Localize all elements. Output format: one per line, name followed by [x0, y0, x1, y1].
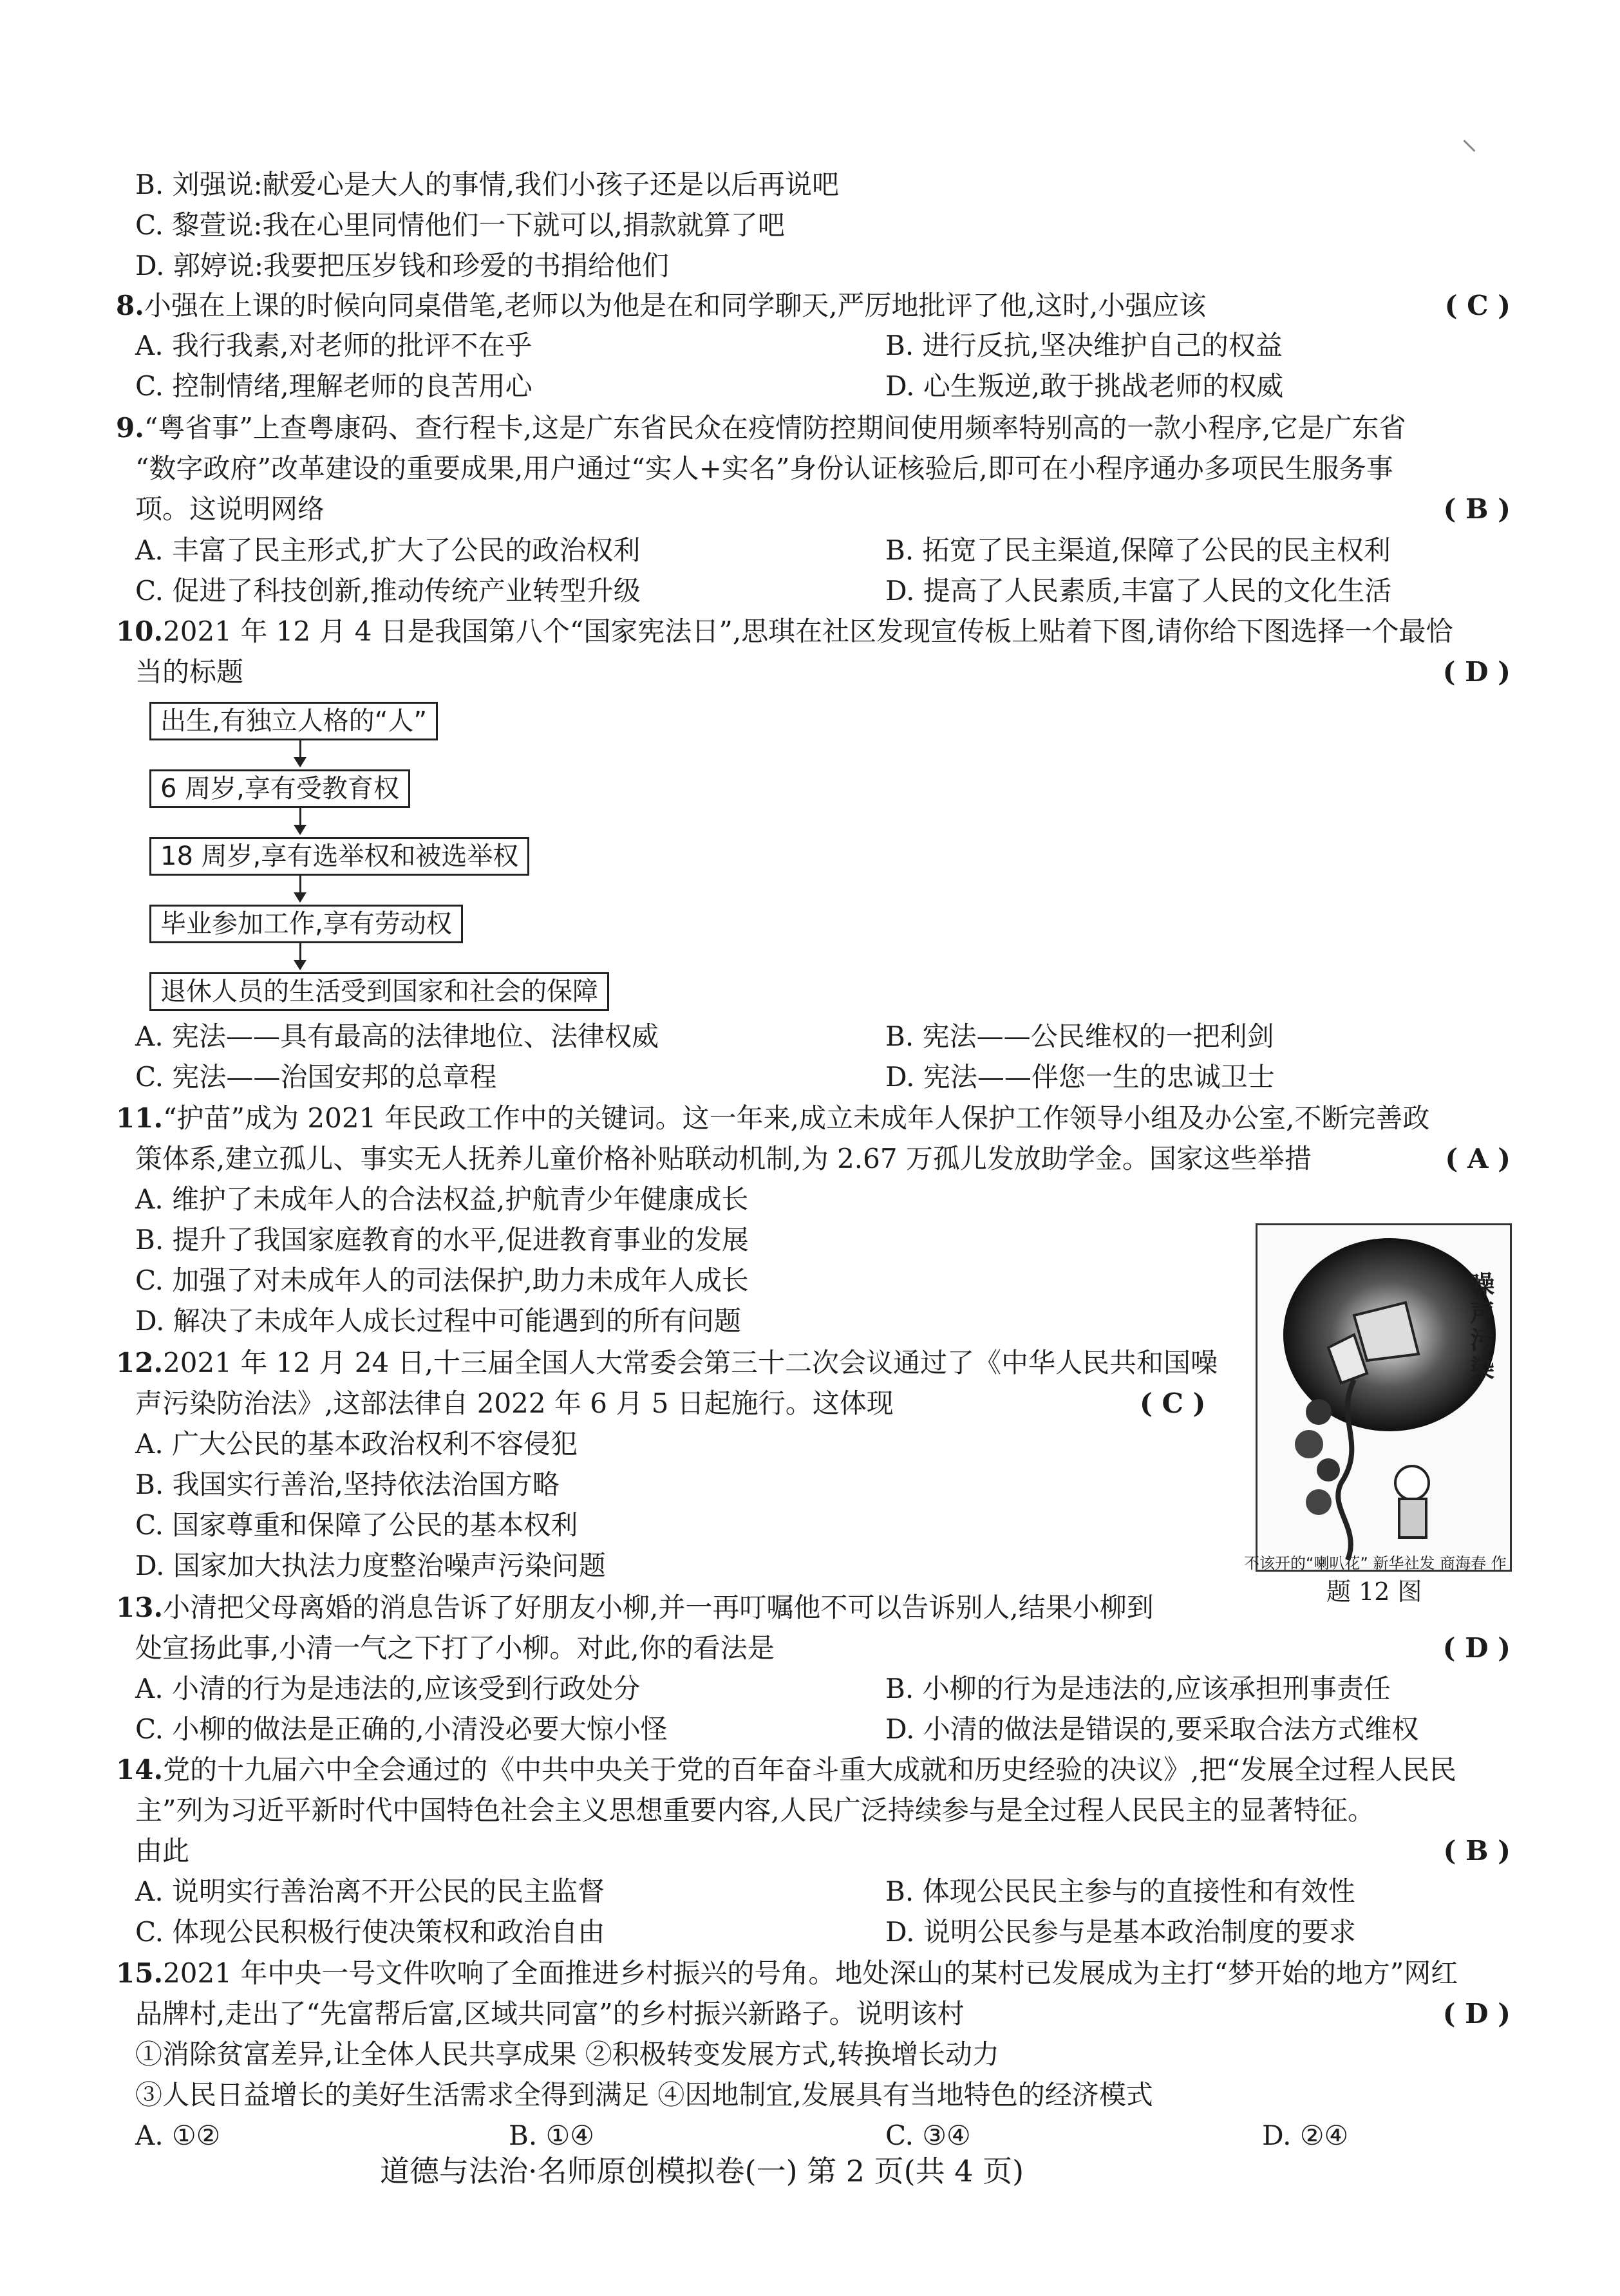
question-number: 9. [116, 412, 144, 444]
question-number: 14. [116, 1754, 164, 1785]
stem-line: 2021 年中央一号文件吹响了全面推进乡村振兴的号角。地处深山的某村已发展成为主打“梦开始的地方”网红 [163, 1957, 1458, 1989]
question-number: 8. [116, 290, 144, 321]
question-13-stem-line1 [116, 1592, 1154, 1624]
person-head [1395, 1466, 1429, 1500]
q8-option-d: D. 心生叛逆,敢于挑战老师的权威 [885, 370, 1284, 402]
stem-line: 小清把父母离婚的消息告诉了好朋友小柳,并一再叮嘱他不可以告诉别人,结果小柳到 [163, 1592, 1154, 1623]
question-14-answer: ( B ) [1443, 1835, 1511, 1867]
q15-item-line1: ①消除贫富差异,让全体人民共享成果 ②积极转变发展方式,转换增长动力 [135, 2038, 1000, 2070]
q10-option-d: D. 宪法——伴您一生的忠诚卫士 [885, 1061, 1275, 1093]
q13-option-b: B. 小柳的行为是违法的,应该承担刑事责任 [885, 1673, 1391, 1704]
question-14-stem-line1 [116, 1754, 1456, 1786]
q12-option-b: B. 我国实行善治,坚持依法治国方略 [135, 1469, 560, 1500]
question-11-answer: ( A ) [1445, 1143, 1511, 1174]
stem-line: 小强在上课的时候向同桌借笔,老师以为他是在和同学聊天,严厉地批评了他,这时,小强应该 [144, 290, 1207, 321]
question-9-stem-line3: 项。这说明网络 [135, 493, 325, 525]
q11-option-d: D. 解决了未成年人成长过程中可能遇到的所有问题 [135, 1305, 741, 1337]
cartoon-caption: 题 12 图 [1326, 1577, 1422, 1606]
q13-option-c: C. 小柳的做法是正确的,小清没必要大惊小怪 [135, 1713, 668, 1745]
question-12-stem-line2: 声污染防治法》,这部法律自 2022 年 6 月 5 日起施行。这体现 [135, 1388, 894, 1419]
flow-step-2: 6 周岁,享有受教育权 [149, 769, 410, 808]
q10-option-b: B. 宪法——公民维权的一把利剑 [885, 1021, 1274, 1052]
q11-option-b: B. 提升了我国家庭教育的水平,促进教育事业的发展 [135, 1224, 749, 1256]
corner-mark [1463, 140, 1475, 152]
question-13-stem-line2: 处宣扬此事,小清一气之下打了小柳。对此,你的看法是 [135, 1632, 775, 1664]
q12-option-a: A. 广大公民的基本政治权利不容侵犯 [135, 1428, 578, 1460]
q8-option-b: B. 进行反抗,坚决维护自己的权益 [885, 330, 1283, 361]
page-footer: 道德与法治·名师原创模拟卷(一) 第 2 页(共 4 页) [380, 2154, 1024, 2188]
question-15-stem-line1 [116, 1957, 1458, 1990]
q7-option-d: D. 郭婷说:我要把压岁钱和珍爱的书捐给他们 [135, 250, 670, 281]
q15-option-b: B. ①④ [509, 2120, 594, 2151]
q8-option-c: C. 控制情绪,理解老师的良苦用心 [135, 370, 532, 402]
q12-option-d: D. 国家加大执法力度整治噪声污染问题 [135, 1550, 606, 1581]
q9-option-b: B. 拓宽了民主渠道,保障了公民的民主权利 [885, 534, 1391, 566]
flow-step-5: 退休人员的生活受到国家和社会的保障 [149, 972, 609, 1011]
q10-option-a: A. 宪法——具有最高的法律地位、法律权威 [135, 1021, 659, 1052]
question-11-stem-line1 [116, 1102, 1429, 1134]
q7-option-c: C. 黎萱说:我在心里同情他们一下就可以,捐款就算了吧 [135, 209, 785, 241]
flow-arrow [299, 942, 301, 969]
q15-option-c: C. ③④ [885, 2120, 971, 2151]
question-8-answer: ( C ) [1444, 290, 1511, 321]
question-12-stem-line1 [116, 1347, 1218, 1379]
q8-option-a: A. 我行我素,对老师的批评不在乎 [135, 330, 532, 361]
question-14-stem-line2: 主”列为习近平新时代中国特色社会主义思想重要内容,人民广泛持续参与是全过程人民民主的显著特征。 [135, 1794, 1375, 1826]
q13-option-d: D. 小清的做法是错误的,要采取合法方式维权 [885, 1713, 1419, 1745]
question-9-answer: ( B ) [1443, 493, 1511, 525]
q9-option-c: C. 促进了科技创新,推动传统产业转型升级 [135, 575, 641, 607]
question-15-answer: ( D ) [1442, 1998, 1511, 2029]
stem-line: “护苗”成为 2021 年民政工作中的关键词。这一年来,成立未成年人保护工作领导小组及办公室,不断完善政 [163, 1102, 1430, 1134]
q10-option-c: C. 宪法——治国安邦的总章程 [135, 1061, 497, 1093]
question-10-answer: ( D ) [1442, 656, 1511, 688]
question-number: 12. [116, 1347, 164, 1379]
question-number: 11. [116, 1102, 164, 1134]
q15-item-line2: ③人民日益增长的美好生活需求全得到满足 ④因地制宜,发展具有当地特色的经济模式 [135, 2079, 1153, 2111]
stem-line: 2021 年 12 月 4 日是我国第八个“国家宪法日”,思琪在社区发现宣传板上贴着下图,请你给下图选择一个最恰 [163, 616, 1453, 647]
question-number: 10. [116, 616, 164, 647]
q9-option-a: A. 丰富了民主形式,扩大了公民的政治权利 [135, 534, 641, 566]
leaf [1295, 1430, 1323, 1458]
cartoon-credit: 不该开的“喇叭花” 新华社发 商海春 作 [1244, 1554, 1507, 1572]
question-9-stem-line1 [116, 412, 1406, 444]
person-body [1399, 1499, 1426, 1538]
question-15-stem-line2: 品牌村,走出了“先富帮后富,区域共同富”的乡村振兴新路子。说明该村 [135, 1998, 965, 2029]
question-10-stem-line2: 当的标题 [135, 656, 244, 688]
cartoon-image [1256, 1223, 1512, 1572]
question-10-stem-line1 [116, 616, 1453, 648]
leaf [1317, 1458, 1340, 1482]
q11-option-c: C. 加强了对未成年人的司法保护,助力未成年人成长 [135, 1265, 749, 1296]
q15-option-d: D. ②④ [1262, 2120, 1349, 2151]
flow-arrow [299, 739, 301, 766]
question-12-answer: ( C ) [1140, 1388, 1206, 1419]
q7-option-b: B. 刘强说:献爱心是大人的事情,我们小孩子还是以后再说吧 [135, 169, 840, 200]
q14-option-b: B. 体现公民民主参与的直接性和有效性 [885, 1876, 1355, 1907]
question-11-stem-line2: 策体系,建立孤儿、事实无人抚养儿童价格补贴联动机制,为 2.67 万孤儿发放助学金。国家这些举措 [135, 1143, 1312, 1174]
q14-option-c: C. 体现公民积极行使决策权和政治自由 [135, 1916, 605, 1948]
question-number: 15. [116, 1957, 164, 1989]
flow-step-4: 毕业参加工作,享有劳动权 [149, 905, 463, 943]
q13-option-a: A. 小清的行为是违法的,应该受到行政处分 [135, 1673, 641, 1704]
stem-line: 2021 年 12 月 24 日,十三届全国人大常委会第三十二次会议通过了《中华人民共和国噪 [163, 1347, 1218, 1379]
q14-option-d: D. 说明公民参与是基本政治制度的要求 [885, 1916, 1356, 1948]
stem-line: “粤省事”上查粤康码、查行程卡,这是广东省民众在疫情防控期间使用频率特别高的一款小程序,它是广东省 [144, 412, 1406, 444]
stem-line: 党的十九届六中全会通过的《中共中央关于党的百年奋斗重大成就和历史经验的决议》,把“发展全过程人民民 [163, 1754, 1456, 1785]
question-13-answer: ( D ) [1442, 1632, 1511, 1664]
q12-option-c: C. 国家尊重和保障了公民的基本权利 [135, 1509, 578, 1541]
question-9-stem-line2: “数字政府”改革建设的重要成果,用户通过“实人+实名”身份认证核验后,即可在小程序通办多项民生服务事 [135, 453, 1393, 484]
q15-option-a: A. ①② [135, 2120, 221, 2151]
question-14-stem-line3: 由此 [135, 1835, 190, 1867]
flow-step-1: 出生,有独立人格的“人” [149, 702, 438, 740]
question-8-stem [116, 290, 1206, 322]
leaf [1306, 1399, 1332, 1425]
flow-step-3: 18 周岁,享有选举权和被选举权 [149, 837, 529, 876]
flow-arrow [299, 807, 301, 834]
leaf [1306, 1489, 1332, 1515]
flow-arrow [299, 874, 301, 901]
cartoon-label: 噪声污染 [1470, 1270, 1495, 1384]
q14-option-a: A. 说明实行善治离不开公民的民主监督 [135, 1876, 605, 1907]
q11-option-a: A. 维护了未成年人的合法权益,护航青少年健康成长 [135, 1183, 749, 1215]
question-number: 13. [116, 1592, 164, 1623]
q9-option-d: D. 提高了人民素质,丰富了人民的文化生活 [885, 575, 1392, 607]
